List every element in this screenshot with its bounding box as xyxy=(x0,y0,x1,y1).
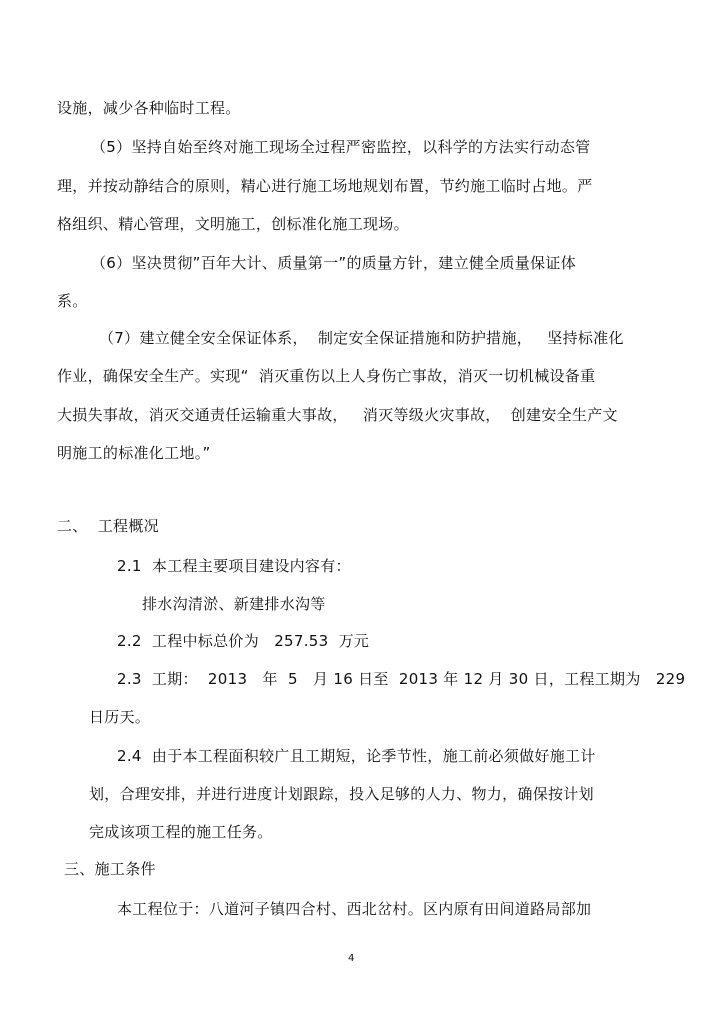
paragraph-line: 本工程位于：八道河子镇四合村、西北岔村。区内原有田间道路局部加 xyxy=(117,900,592,918)
paragraph-line: 系。 xyxy=(57,292,88,310)
paragraph-line: 日历天。 xyxy=(89,708,151,726)
paragraph-line: （7）建立健全安全保证体系， 制定安全保证措施和防护措施， 坚持标准化 xyxy=(99,329,624,347)
paragraph-line: 设施，减少各种临时工程。 xyxy=(57,99,241,117)
page-number: 4 xyxy=(348,953,355,964)
paragraph-line: 2.3 工期： 2013 年 5 月 16 日至 2013 年 12 月 30 日，工程工期为 229 xyxy=(117,670,686,688)
paragraph-line: （5）坚持自始至终对施工现场全过程严密监控，以科学的方法实行动态管 xyxy=(91,138,591,156)
paragraph-line: 明施工的标准化工地。” xyxy=(57,444,211,462)
paragraph-line: 完成该项工程的施工任务。 xyxy=(89,823,273,841)
section-heading: 三、施工条件 xyxy=(64,860,156,878)
paragraph-line: 格组织、精心管理，文明施工，创标准化施工现场。 xyxy=(57,215,409,233)
paragraph-line: 排水沟清淤、新建排水沟等 xyxy=(142,595,326,613)
paragraph-line: 2.2 工程中标总价为 257.53 万元 xyxy=(117,632,370,650)
paragraph-line: 大损失事故，消灭交通责任运输重大事故， 消灭等级火灾事故， 创建安全生产文 xyxy=(57,406,618,424)
paragraph-line: 划，合理安排，并进行进度计划跟踪，投入足够的人力、物力，确保按计划 xyxy=(89,785,594,803)
paragraph-line: 2.1 本工程主要项目建设内容有： xyxy=(117,557,351,575)
paragraph-line: 理，并按动静结合的原则，精心进行施工场地规划布置，节约施工临时占地。严 xyxy=(57,177,593,195)
paragraph-line: （6）坚决贯彻”百年大计、质量第一”的质量方针，建立健全质量保证体 xyxy=(91,254,576,272)
paragraph-line: 2.4 由于本工程面积较广且工期短，论季节性，施工前必须做好施工计 xyxy=(117,747,596,765)
section-heading: 二、 工程概况 xyxy=(57,517,159,535)
paragraph-line: 作业，确保安全生产。实现“ 消灭重伤以上人身伤亡事故，消灭一切机械设备重 xyxy=(57,367,596,385)
